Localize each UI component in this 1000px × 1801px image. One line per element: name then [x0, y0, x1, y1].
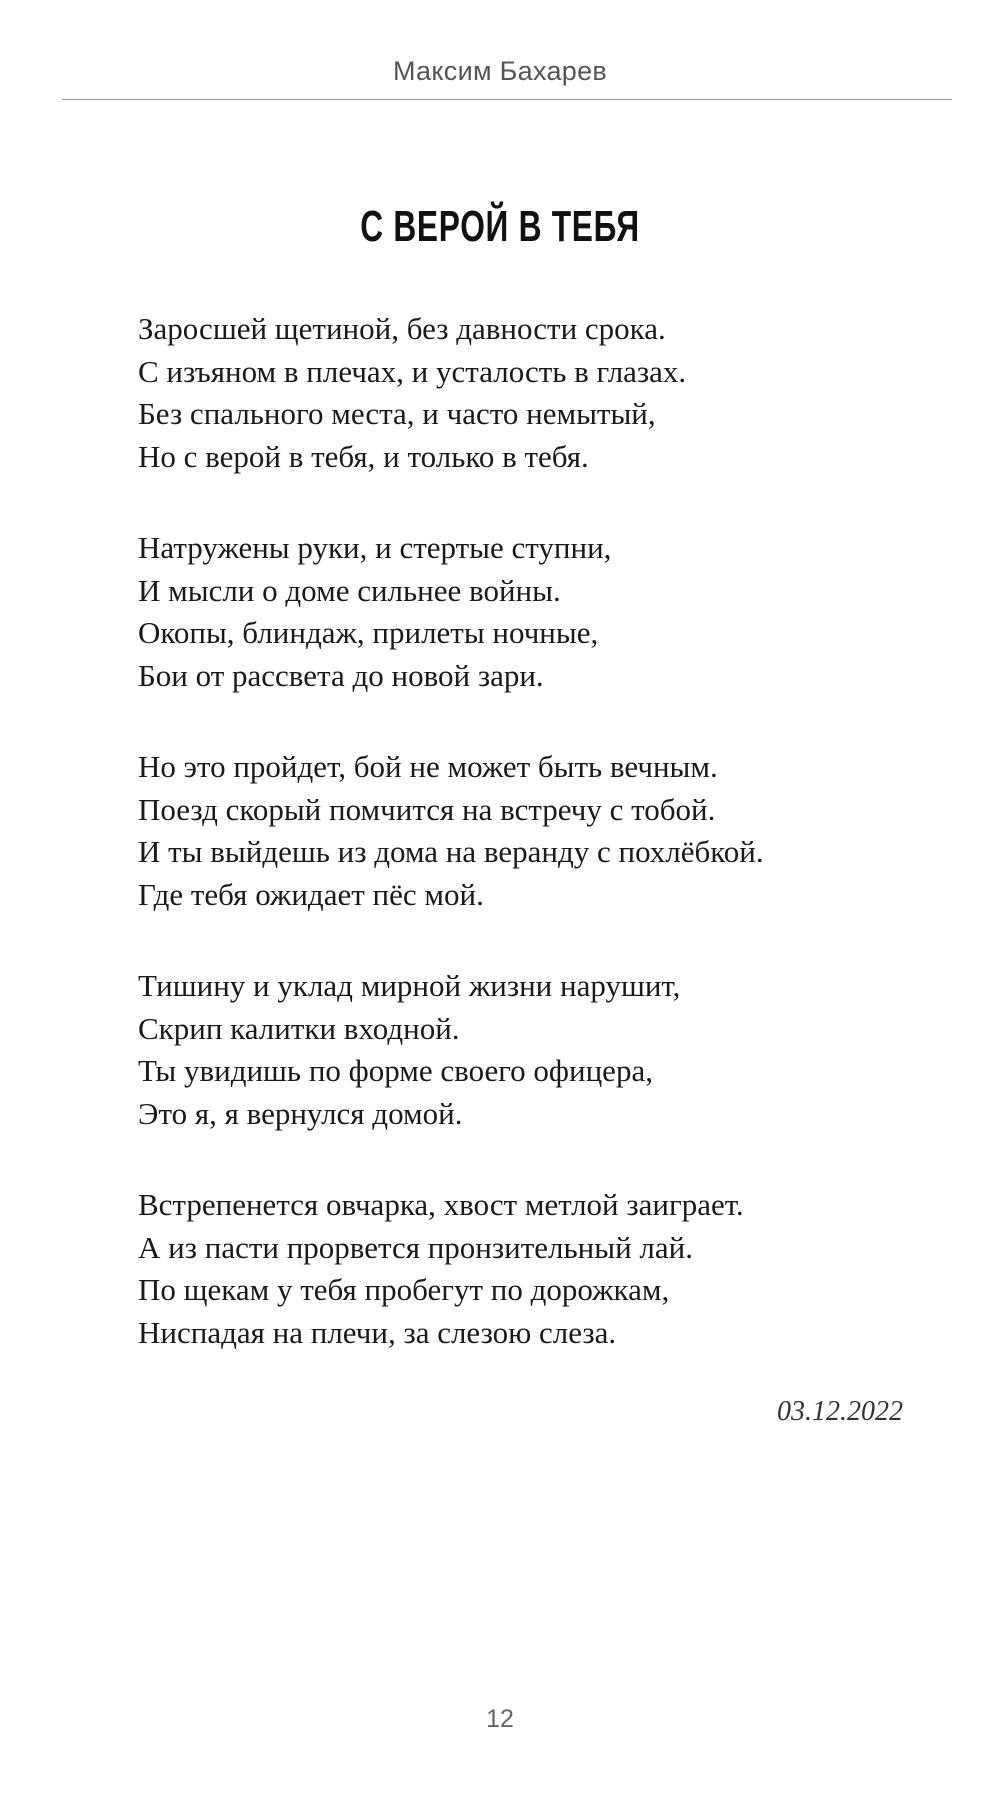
stanza-3 — [138, 746, 764, 916]
poem-line: Но с верой в тебя, и только в тебя. — [138, 438, 589, 474]
poem-line: Скрип калитки входной. — [138, 1010, 460, 1046]
poem-line: И ты выйдешь из дома на веранду с похлёбкой. — [138, 834, 764, 869]
poem-line: А из пасти прорвется пронзительный лай. — [138, 1229, 693, 1265]
poem-date: 03.12.2022 — [777, 1396, 903, 1427]
poem-line: Поезд скорый помчится на встречу с тобой. — [138, 791, 716, 827]
poem-line: Но это пройдет, бой не может быть вечным. — [138, 749, 718, 784]
poem-line: Бои от рассвета до новой зари. — [138, 657, 544, 693]
poem-line: Без спального места, и часто немытый, — [138, 396, 656, 431]
poem-line: И мысли о доме сильнее войны. — [138, 572, 561, 608]
poem-line: Ты увидишь по форме своего офицера, — [138, 1053, 653, 1088]
poem-line: Встрепенется овчарка, хвост метлой заиграет. — [138, 1187, 744, 1222]
stanza-1 — [138, 308, 686, 478]
stanza-5 — [138, 1184, 744, 1354]
poem-line: Тишину и уклад мирной жизни нарушит, — [138, 968, 681, 1003]
poem-line: Натружены руки, и стертые ступни, — [138, 530, 612, 565]
stanza-2 — [138, 527, 611, 697]
header-divider — [62, 99, 952, 100]
poem-title: С ВЕРОЙ В ТЕБЯ — [360, 202, 640, 251]
poem-line: Окопы, блиндаж, прилеты ночные, — [138, 615, 599, 650]
poem-line: Где тебя ожидает пёс мой. — [138, 876, 484, 912]
running-head-author: Максим Бахарев — [392, 56, 608, 86]
poem-line: Заросшей щетиной, без давности срока. — [138, 311, 666, 346]
page-number: 12 — [486, 1705, 514, 1733]
stanza-4 — [138, 965, 680, 1135]
poem-line: Это я, я вернулся домой. — [138, 1095, 463, 1131]
poem-line: По щекам у тебя пробегут по дорожкам, — [138, 1272, 670, 1307]
poem-line: С изъяном в плечах, и усталость в глазах. — [138, 353, 687, 389]
poem-line: Ниспадая на плечи, за слезою слеза. — [138, 1314, 617, 1350]
